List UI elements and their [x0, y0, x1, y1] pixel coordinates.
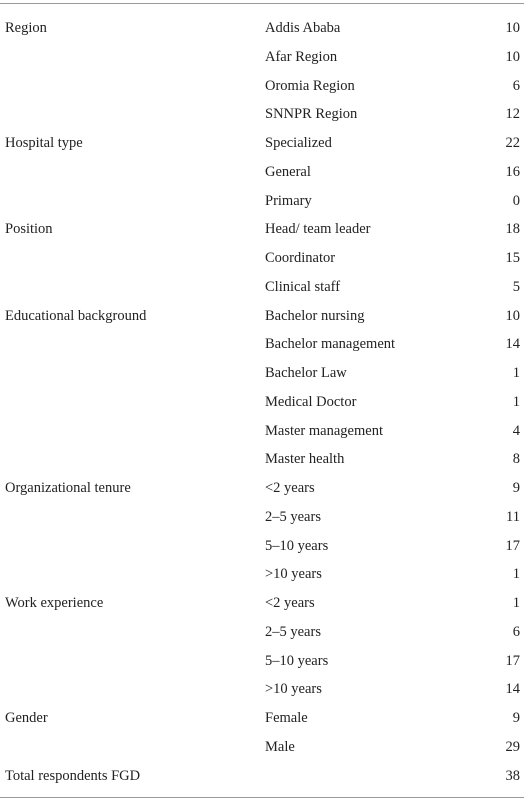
table-row [0, 129, 524, 158]
row-category [0, 359, 265, 388]
row-subcategory: Primary [265, 192, 312, 209]
row-subcategory: Male [265, 738, 295, 755]
row-count: 17 [505, 652, 520, 669]
row-count: 1 [512, 365, 520, 382]
row-subcategory: Coordinator [265, 250, 336, 267]
row-count: 4 [512, 422, 520, 439]
row-category [0, 618, 265, 647]
row-count: 1 [512, 566, 520, 583]
row-count: 15 [505, 250, 520, 267]
table-row [0, 187, 524, 216]
row-category: Organizational tenure [5, 480, 131, 497]
row-category [0, 100, 265, 129]
row-subcategory: 2–5 years [265, 508, 321, 525]
row-category [0, 388, 265, 417]
row-category [0, 417, 265, 446]
row-count: 5 [512, 278, 520, 295]
table-row [0, 14, 524, 43]
row-subcategory: Addis Ababa [265, 20, 341, 37]
table-row [0, 215, 524, 244]
table-row [0, 100, 524, 129]
row-count: 17 [505, 537, 520, 554]
row-subcategory: Female [265, 710, 308, 727]
table-row [0, 532, 524, 561]
row-subcategory: >10 years [265, 566, 322, 583]
row-category [0, 43, 265, 72]
row-category [0, 445, 265, 474]
table-row [0, 503, 524, 532]
row-subcategory: 5–10 years [265, 652, 329, 669]
row-category [0, 72, 265, 101]
row-category: Gender [5, 710, 48, 727]
row-count: 16 [505, 163, 520, 180]
table-row [0, 72, 524, 101]
row-count: 6 [512, 77, 520, 94]
table-row [0, 704, 524, 733]
row-category [0, 647, 265, 676]
table-row [0, 762, 524, 791]
row-category: Hospital type [5, 135, 83, 152]
table-row [0, 474, 524, 503]
row-subcategory [265, 762, 460, 791]
row-count: 6 [512, 623, 520, 640]
row-subcategory: General [265, 163, 311, 180]
row-subcategory: Afar Region [265, 48, 338, 65]
table-row [0, 647, 524, 676]
row-count: 29 [505, 738, 520, 755]
row-category [0, 187, 265, 216]
row-count: 14 [505, 336, 520, 353]
row-count: 38 [505, 767, 520, 784]
row-category: Position [5, 221, 53, 238]
row-category [0, 503, 265, 532]
row-count: 9 [512, 480, 520, 497]
row-subcategory: <2 years [265, 480, 315, 497]
row-category [0, 273, 265, 302]
table-row [0, 244, 524, 273]
data-table [0, 14, 524, 790]
row-subcategory: >10 years [265, 681, 322, 698]
row-count: 1 [512, 393, 520, 410]
row-subcategory: Head/ team leader [265, 221, 371, 238]
table-row [0, 675, 524, 704]
row-subcategory: Bachelor management [265, 336, 396, 353]
row-count: 18 [505, 221, 520, 238]
table-row [0, 589, 524, 618]
row-subcategory: <2 years [265, 595, 315, 612]
table-row [0, 302, 524, 331]
row-count: 0 [512, 192, 520, 209]
row-count: 11 [506, 508, 520, 525]
row-category [0, 560, 265, 589]
table-row [0, 388, 524, 417]
row-subcategory: SNNPR Region [265, 106, 358, 123]
row-subcategory: Bachelor nursing [265, 307, 365, 324]
table-top-rule [0, 3, 524, 4]
row-category [0, 158, 265, 187]
row-subcategory: Master health [265, 451, 345, 468]
row-category [0, 532, 265, 561]
row-count: 1 [512, 595, 520, 612]
table-bottom-rule [0, 797, 524, 798]
row-subcategory: Clinical staff [265, 278, 341, 295]
row-category [0, 244, 265, 273]
row-subcategory: Medical Doctor [265, 393, 357, 410]
row-count: 22 [505, 135, 520, 152]
row-count: 10 [505, 48, 520, 65]
row-count: 14 [505, 681, 520, 698]
row-subcategory: Specialized [265, 135, 332, 152]
row-subcategory: 2–5 years [265, 623, 321, 640]
row-category [0, 330, 265, 359]
table-row [0, 158, 524, 187]
table-row [0, 733, 524, 762]
row-count: 10 [505, 307, 520, 324]
row-subcategory: Oromia Region [265, 77, 355, 94]
table-row [0, 330, 524, 359]
row-category: Educational background [5, 307, 147, 324]
row-subcategory: Master management [265, 422, 383, 439]
table-row [0, 43, 524, 72]
row-category: Work experience [5, 595, 104, 612]
row-count: 8 [512, 451, 520, 468]
row-count: 9 [512, 710, 520, 727]
row-count: 10 [505, 20, 520, 37]
row-category: Region [5, 20, 47, 37]
table-row [0, 417, 524, 446]
table-body [0, 14, 524, 790]
table-row [0, 445, 524, 474]
table-row [0, 560, 524, 589]
row-category [0, 733, 265, 762]
row-subcategory: 5–10 years [265, 537, 329, 554]
row-category [0, 675, 265, 704]
table-row [0, 618, 524, 647]
row-subcategory: Bachelor Law [265, 365, 347, 382]
table-row [0, 359, 524, 388]
table-row [0, 273, 524, 302]
row-category: Total respondents FGD [5, 767, 141, 784]
row-count: 12 [505, 106, 520, 123]
